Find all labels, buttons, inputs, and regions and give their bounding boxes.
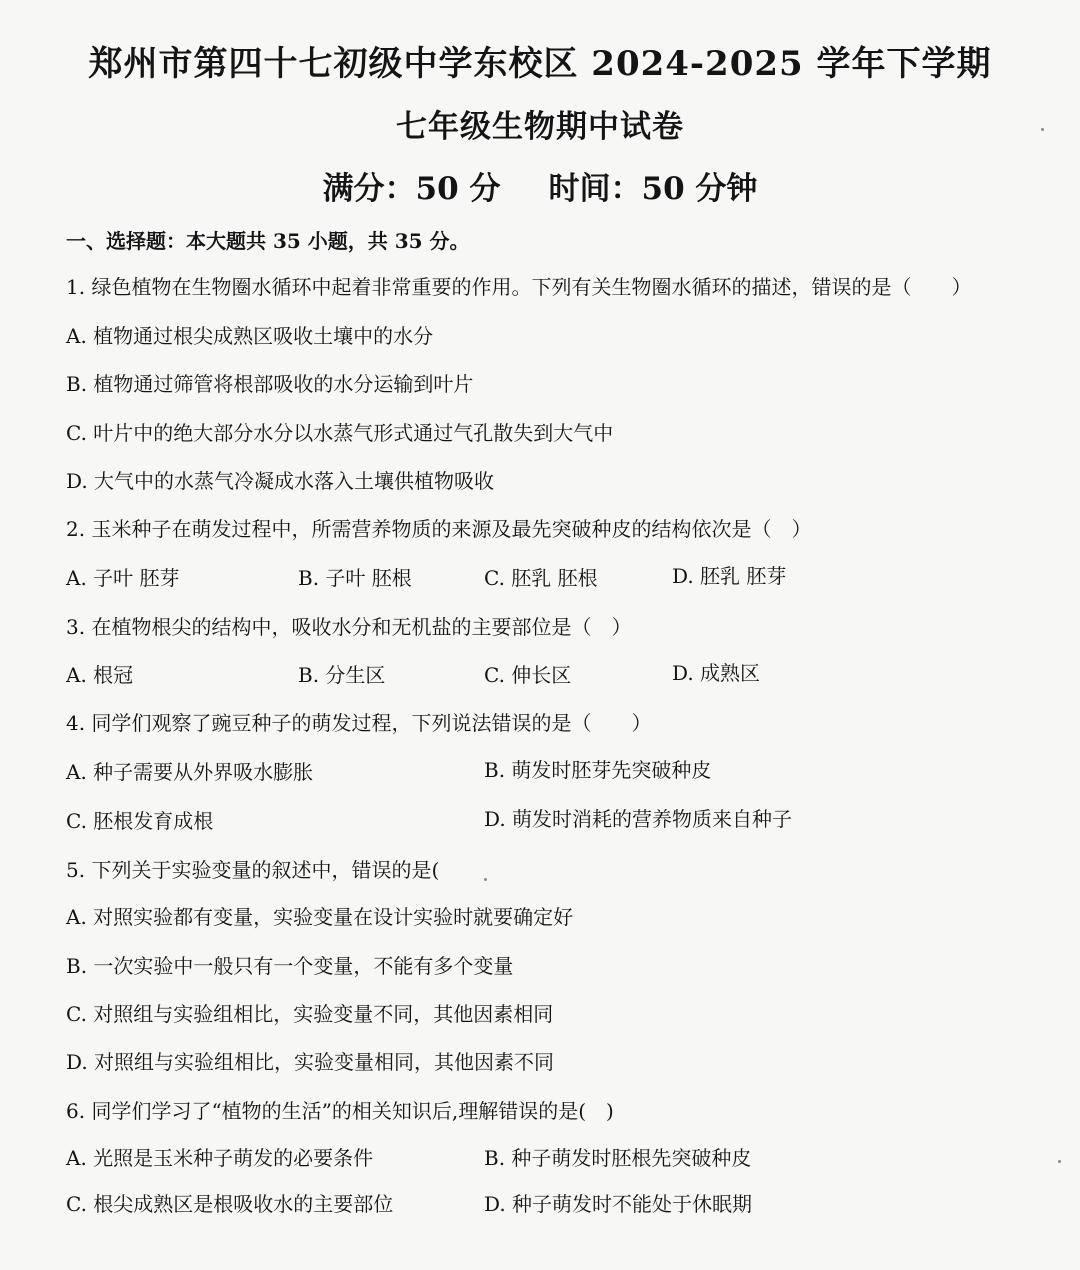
question-stem: 2. 玉米种子在萌发过程中，所需营养物质的来源及最先突破种皮的结构依次是（ ）	[66, 517, 812, 541]
question-stem: 4. 同学们观察了豌豆种子的萌发过程，下列说法错误的是（ ）	[66, 711, 652, 735]
full-score: 满分：50 分	[322, 171, 501, 207]
option: D. 大气中的水蒸气冷凝成水落入土壤供植物吸收	[66, 469, 495, 493]
exam-title-school: 郑州市第四十七初级中学东校区 2024-2025 学年下学期	[88, 44, 992, 84]
option: B. 子叶 胚根	[298, 566, 412, 590]
option: B. 分生区	[298, 663, 386, 687]
option: B. 种子萌发时胚根先突破种皮	[484, 1146, 752, 1170]
option: D. 萌发时消耗的营养物质来自种子	[484, 807, 793, 831]
score-time-line	[0, 163, 1080, 208]
option: C. 胚根发育成根	[66, 809, 214, 833]
exam-title-subject: 七年级生物期中试卷	[396, 109, 684, 145]
option: A. 植物通过根尖成熟区吸收土壤中的水分	[66, 324, 434, 348]
option: C. 叶片中的绝大部分水分以水蒸气形式通过气孔散失到大气中	[66, 421, 614, 445]
option: B. 植物通过筛管将根部吸收的水分运输到叶片	[66, 372, 474, 396]
exam-time: 时间：50 分钟	[548, 171, 758, 207]
option: A. 子叶 胚芽	[66, 566, 180, 590]
scan-speck	[484, 878, 487, 881]
option: D. 胚乳 胚芽	[672, 564, 787, 588]
option: A. 光照是玉米种子萌发的必要条件	[66, 1146, 374, 1170]
question-stem: 6. 同学们学习了“植物的生活”的相关知识后,理解错误的是( )	[66, 1099, 614, 1123]
scan-speck	[1041, 128, 1044, 131]
option: C. 根尖成熟区是根吸收水的主要部位	[66, 1192, 394, 1216]
option: A. 种子需要从外界吸水膨胀	[66, 760, 314, 784]
option: B. 萌发时胚芽先突破种皮	[484, 758, 712, 782]
question-stem: 5. 下列关于实验变量的叙述中，错误的是(	[66, 858, 440, 882]
option: B. 一次实验中一般只有一个变量，不能有多个变量	[66, 954, 514, 978]
option: C. 对照组与实验组相比，实验变量不同，其他因素相同	[66, 1002, 554, 1026]
question-stem: 1. 绿色植物在生物圈水循环中起着非常重要的作用。下列有关生物圈水循环的描述，错误的是（ ）	[66, 275, 972, 299]
question-stem: 3. 在植物根尖的结构中，吸收水分和无机盐的主要部位是（ ）	[66, 615, 632, 639]
option: C. 胚乳 胚根	[484, 566, 598, 590]
option: D. 对照组与实验组相比，实验变量相同，其他因素不同	[66, 1050, 555, 1074]
section-heading: 一、选择题：本大题共 35 小题，共 35 分。	[66, 229, 470, 253]
scan-speck	[1058, 1160, 1061, 1163]
option: A. 根冠	[66, 663, 134, 687]
option: C. 伸长区	[484, 663, 572, 687]
option: D. 成熟区	[672, 661, 761, 685]
option: D. 种子萌发时不能处于休眠期	[484, 1192, 753, 1216]
option: A. 对照实验都有变量，实验变量在设计实验时就要确定好	[66, 905, 574, 929]
